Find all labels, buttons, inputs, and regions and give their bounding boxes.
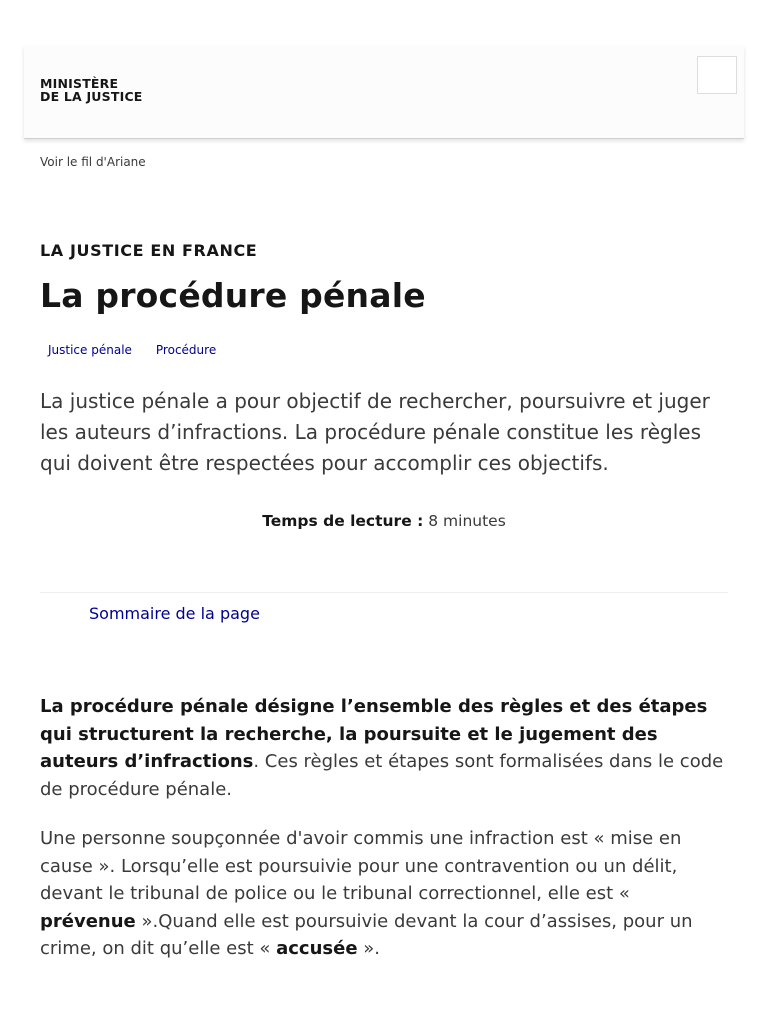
tag-justice-penale[interactable]: Justice pénale <box>48 343 132 357</box>
paragraph-2-text-2: ».Quand elle est poursuivie devant la cour d’assises, pour un crime, on dit qu’elle est « <box>40 910 693 959</box>
breadcrumb-toggle[interactable]: Voir le fil d'Ariane <box>40 155 146 169</box>
paragraph-2-text-3: ». <box>357 938 380 959</box>
paragraph-2-text-1: Une personne soupçonnée d'avoir commis une infraction est « mise en cause ». Lorsqu’elle est poursuivie pour une contravention ou un délit, devant le tribunal de police ou le tribunal correctionnel, elle est « <box>40 828 682 904</box>
menu-button[interactable] <box>697 56 737 94</box>
logo-line-2: DE LA JUSTICE <box>40 89 143 104</box>
term-accusee: accusée <box>276 938 358 959</box>
term-prevenue: prévenue <box>40 910 136 932</box>
paragraph-1 <box>40 693 730 803</box>
page-title: La procédure pénale <box>40 276 426 315</box>
paragraph-1-bold: La procédure pénale désigne l’ensemble des règles et des étapes qui structurent la recherche, la poursuite et le jugement des auteurs d’infractions <box>40 696 708 772</box>
reading-time-value: 8 minutes <box>428 512 506 530</box>
logo-line-1: MINISTÈRE <box>40 76 119 91</box>
reading-time <box>0 512 768 530</box>
ministry-logo[interactable] <box>40 77 143 103</box>
reading-time-label: Temps de lecture : <box>262 512 424 530</box>
paragraph-1-text: . Ces règles et étapes sont formalisées dans le code de procédure pénale. <box>40 751 724 800</box>
tag-procedure[interactable]: Procédure <box>155 343 217 357</box>
article-lead: La justice pénale a pour objectif de rechercher, poursuivre et juger les auteurs d’infractions. La procédure pénale constitue les règles qui doivent être respectées pour accomplir ces objectifs. <box>40 389 710 475</box>
paragraph-2 <box>40 825 730 963</box>
article-kicker: LA JUSTICE EN FRANCE <box>40 241 258 260</box>
page-summary-link[interactable]: Sommaire de la page <box>89 604 260 623</box>
site-header <box>24 46 744 139</box>
divider <box>40 592 728 593</box>
tag-list <box>40 342 224 358</box>
